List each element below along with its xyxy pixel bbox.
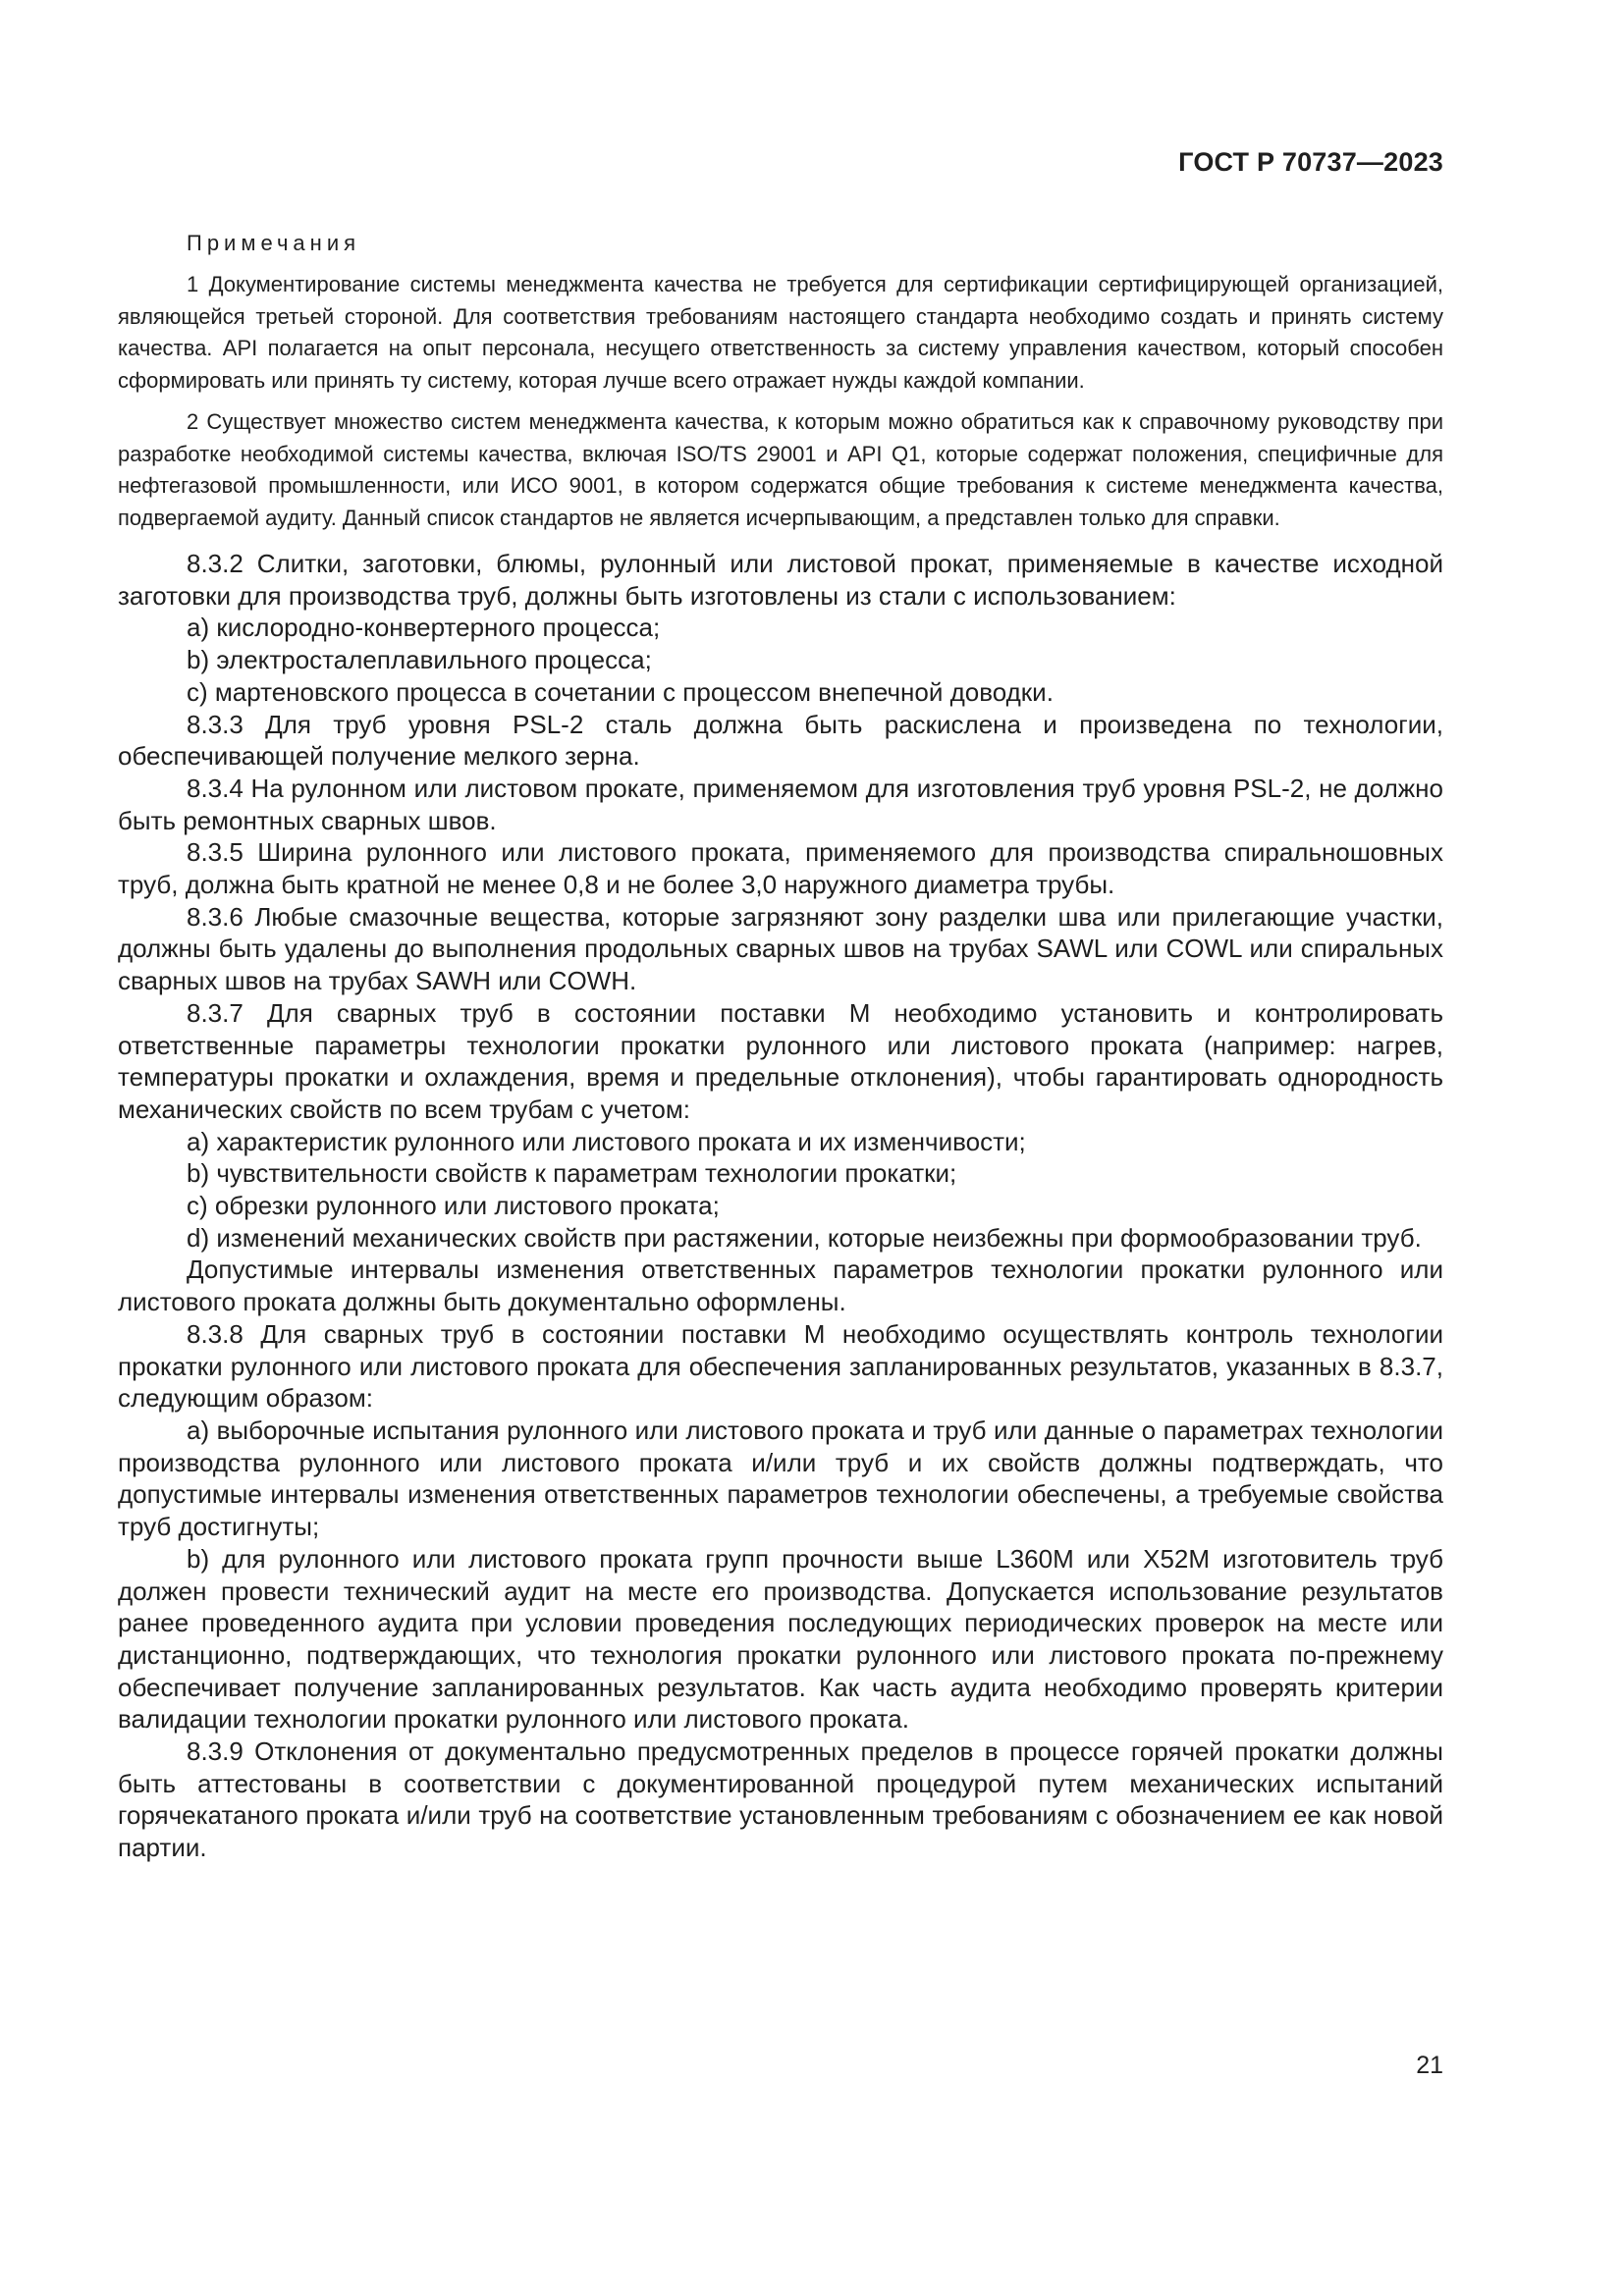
paragraph: 8.3.3 Для труб уровня PSL-2 сталь должна быть раскислена и произведена по технологии, обеспечивающей получение мелкого зерна.: [118, 709, 1443, 772]
note-item: 1 Документирование системы менеджмента качества не требуется для сертификации сертифицирующей организацией, являющейся третьей стороной. Для соответствия требованиям настоящего стандарта необходимо создать и принять систему качества. API полагается на опыт персонала, несущего ответственность за систему управления качеством, который способен сформировать или принять ту систему, которая лучше всего отражает нужды каждой компании.: [118, 272, 1443, 393]
list-item: d) изменений механических свойств при растяжении, которые неизбежны при формообразовании труб.: [187, 1222, 1422, 1253]
paragraph: 8.3.7 Для сварных труб в состоянии поставки M необходимо установить и контролировать ответственные параметры технологии прокатки рулонного или листового проката (например: нагрев, температуры прокатки и охлаждения, время и предельные отклонения), чтобы гарантировать однородность механических свойств по всем трубам с учетом:: [118, 997, 1443, 1124]
list-item: a) кислородно-конвертерного процесса;: [187, 613, 661, 643]
page-content: [118, 228, 1443, 1864]
list-item: a) характеристик рулонного или листового проката и их изменчивости;: [187, 1126, 1026, 1156]
paragraph: 8.3.2 Слитки, заготовки, блюмы, рулонный или листовой прокат, применяемые в качестве исходной заготовки для производства труб, должны быть изготовлены из стали с использованием:: [118, 549, 1443, 611]
list-item: c) обрезки рулонного или листового проката;: [187, 1191, 720, 1221]
paragraph: 8.3.5 Ширина рулонного или листового проката, применяемого для производства спиральношовных труб, должна быть кратной не менее 0,8 и не более 3,0 наружного диаметра трубы.: [118, 837, 1443, 900]
paragraph: 8.3.6 Любые смазочные вещества, которые загрязняют зону разделки шва или прилегающие участки, должны быть удалены до выполнения продольных сварных швов на трубах SAWL или COWL или спиральных сварных швов на трубах SAWH или COWH.: [118, 901, 1443, 996]
document-code-header: ГОСТ Р 70737—2023: [1178, 147, 1443, 177]
paragraph: 8.3.8 Для сварных труб в состоянии поставки M необходимо осуществлять контроль технологии прокатки рулонного или листового проката для обеспечения запланированных результатов, указанных в 8.3.7, следующим образом:: [118, 1318, 1443, 1414]
list-item: b) для рулонного или листового проката групп прочности выше L360M или X52M изготовитель труб должен провести технический аудит на месте его производства. Допускается использование результатов ранее проведенного аудита при условии проведения последующих периодических проверок на месте или дистанционно, подтверждающих, что технология прокатки рулонного или листового проката по-прежнему обеспечивает получение запланированных результатов. Как часть аудита необходимо проверять критерии валидации технологии прокатки рулонного или листового проката.: [118, 1543, 1443, 1735]
list-item: b) электросталеплавильного процесса;: [187, 645, 652, 675]
main-text: [118, 548, 1443, 1864]
list-item: b) чувствительности свойств к параметрам технологии прокатки;: [187, 1158, 957, 1189]
page-number: 21: [1416, 2052, 1443, 2079]
list-item: c) мартеновского процесса в сочетании с процессом внепечной доводки.: [187, 676, 1054, 707]
notes-title: Примечания: [187, 231, 361, 255]
note-item: 2 Существует множество систем менеджмента качества, к которым можно обратиться как к справочному руководству при разработке необходимой системы качества, включая ISO/TS 29001 и API Q1, которые содержат положения, специфичные для нефтегазовой промышленности, или ИСО 9001, в котором содержатся общие требования к системе менеджмента качества, подвергаемой аудиту. Данный список стандартов не является исчерпывающим, а представлен только для справки.: [118, 409, 1443, 530]
paragraph: 8.3.4 На рулонном или листовом прокате, применяемом для изготовления труб уровня PSL-2, не должно быть ремонтных сварных швов.: [118, 773, 1443, 835]
paragraph: Допустимые интервалы изменения ответственных параметров технологии прокатки рулонного или листового проката должны быть документально оформлены.: [118, 1255, 1443, 1317]
paragraph: 8.3.9 Отклонения от документально предусмотренных пределов в процессе горячей прокатки должны быть аттестованы в соответствии с документированной процедурой путем механических испытаний горячекатаного проката и/или труб на соответствие установленным требованиям с обозначением ее как новой партии.: [118, 1736, 1443, 1863]
list-item: a) выборочные испытания рулонного или листового проката и труб или данные о параметрах технологии производства рулонного или листового проката и/или труб и их свойств должны подтверждать, что допустимые интервалы изменения ответственных параметров технологии обеспечены, а требуемые свойства труб достигнуты;: [118, 1415, 1443, 1542]
